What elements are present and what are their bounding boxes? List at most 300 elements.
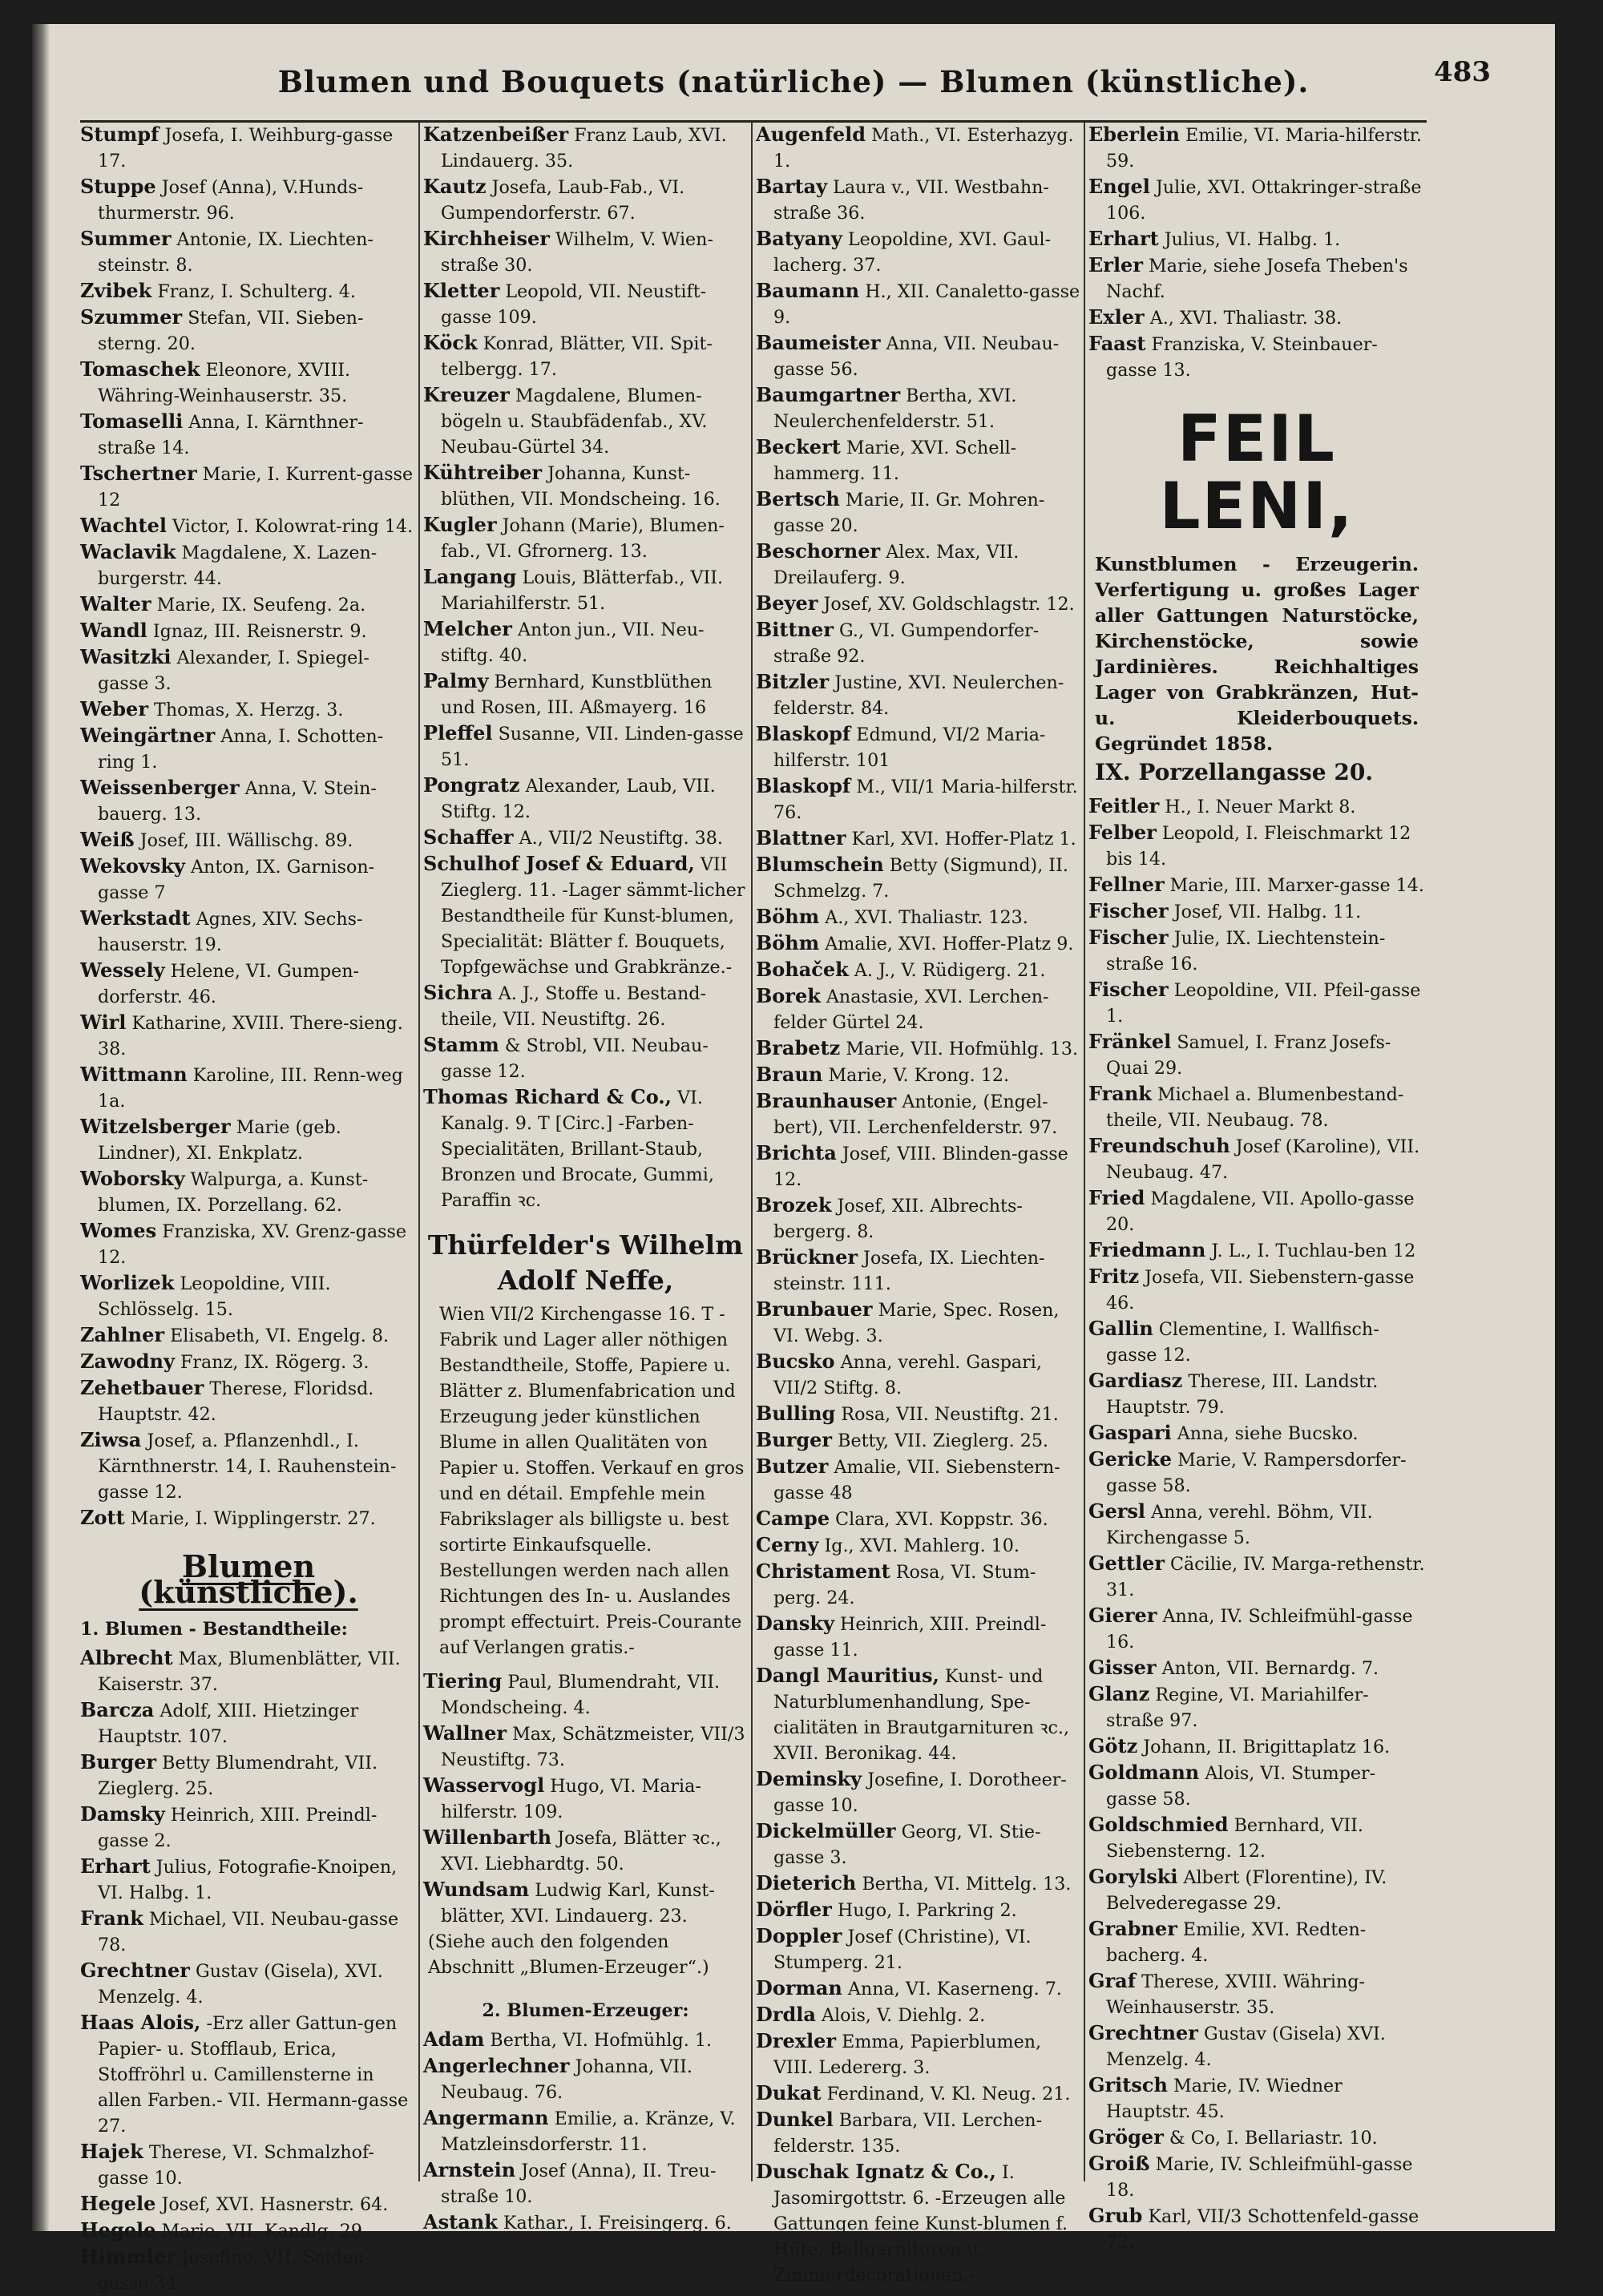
directory-entry xyxy=(756,852,1080,904)
directory-entry xyxy=(756,1506,1080,1532)
entry-details: Alex. Max, VII. Dreilauferg. 9. xyxy=(773,542,1020,588)
entry-name: Schaffer xyxy=(423,825,514,849)
entry-name: Kletter xyxy=(423,279,500,302)
entry-details: Leopoldine, XVI. Gaul-lacherg. 37. xyxy=(773,229,1052,276)
entry-name: Walter xyxy=(80,592,151,615)
directory-entry xyxy=(1088,2125,1425,2151)
directory-entry xyxy=(756,930,1080,957)
entry-details: Anton, IX. Garnison-gasse 7 xyxy=(98,857,375,903)
directory-entry xyxy=(1088,1081,1425,1133)
directory-entry xyxy=(1088,1551,1425,1603)
directory-entry xyxy=(80,723,417,775)
column-4 xyxy=(1088,122,1425,2253)
entry-details: Justine, XVI. Neulerchen-felderstr. 84. xyxy=(773,672,1064,719)
directory-entry xyxy=(756,2002,1080,2028)
directory-entry xyxy=(1088,1133,1425,1185)
entry-name: Böhm xyxy=(756,905,820,928)
directory-entry xyxy=(1088,1499,1425,1551)
entry-details: Hugo, VI. Maria-hilferstr. 109. xyxy=(441,1776,701,1822)
entry-name: Cerny xyxy=(756,1533,819,1556)
directory-entry xyxy=(80,461,417,513)
entry-name: Zvibek xyxy=(80,279,152,302)
directory-entry xyxy=(80,775,417,827)
directory-entry xyxy=(80,226,417,278)
directory-entry xyxy=(80,2244,417,2296)
directory-entry xyxy=(756,1401,1080,1427)
entry-name: Wittmann xyxy=(80,1063,188,1086)
entry-name: Melcher xyxy=(423,617,512,640)
entry-name: Wirl xyxy=(80,1011,127,1034)
directory-entry xyxy=(1088,1655,1425,1681)
directory-entry xyxy=(80,644,417,696)
entry-name: Bucsko xyxy=(756,1350,835,1373)
directory-entry xyxy=(756,2028,1080,2080)
entry-details: Anton jun., VII. Neu-stiftg. 40. xyxy=(441,619,705,666)
entry-details: Anna, V. Stein-bauerg. 13. xyxy=(98,778,377,825)
entry-details: Leopold, I. Fleischmarkt 12 bis 14. xyxy=(1106,823,1411,870)
entry-name: Langang xyxy=(423,565,517,588)
entry-name: Blattner xyxy=(756,826,846,849)
entry-name: Böhm xyxy=(756,931,820,954)
entry-details: Barbara, VII. Lerchen-felderstr. 135. xyxy=(773,2110,1043,2157)
entry-details: Kunst- und Naturblumenhandlung, Spe-cialitäten in Brautgarnituren ꝛc., XVII. Beronikag. 44. xyxy=(773,1666,1070,1764)
entry-details: M., VII/1 Maria-hilferstr. 76. xyxy=(773,777,1078,823)
directory-entry xyxy=(1088,1603,1425,1655)
entry-name: Blumschein xyxy=(756,853,884,876)
entry-name: Dorman xyxy=(756,1976,842,1999)
column-2 xyxy=(423,122,748,2233)
directory-entry xyxy=(80,696,417,723)
entry-details: Max, Schätzmeister, VII/3 Neustiftg. 73. xyxy=(441,1724,745,1770)
entry-details: Marie, Spec. Rosen, VI. Webg. 3. xyxy=(773,1300,1060,1346)
entry-details: Rosa, VII. Neustiftg. 21. xyxy=(841,1404,1059,1425)
entry-details: Agnes, XIV. Sechs-hauserstr. 19. xyxy=(98,909,363,955)
entry-name: Sichra xyxy=(423,981,493,1004)
entry-details: Julie, IX. Liechtenstein-straße 16. xyxy=(1106,928,1386,974)
directory-entry xyxy=(80,1349,417,1375)
directory-entry xyxy=(1088,1420,1425,1447)
directory-entry xyxy=(423,1721,748,1773)
directory-entry xyxy=(756,1245,1080,1297)
directory-entry xyxy=(1088,1812,1425,1864)
entry-details: Ig., XVI. Mahlerg. 10. xyxy=(824,1535,1020,1556)
entry-name: Summer xyxy=(80,227,172,250)
entry-details: Josefa, Laub-Fab., VI. Gumpendorferstr. 67. xyxy=(441,177,685,224)
entry-details: Marie, III. Marxer-gasse 14. xyxy=(1169,875,1424,896)
entry-details: Josef, VII. Halbg. 11. xyxy=(1173,902,1362,922)
directory-entry xyxy=(80,1114,417,1166)
entry-details: Josefa, VII. Siebenstern-gasse 46. xyxy=(1106,1267,1415,1313)
entry-details: Konrad, Blätter, VII. Spit-telbergg. 17. xyxy=(441,333,713,380)
entry-details: Victor, I. Kolowrat-ring 14. xyxy=(172,516,414,537)
entry-details: Marie, XVI. Schell-hammerg. 11. xyxy=(773,438,1017,484)
directory-entry xyxy=(756,486,1080,539)
directory-entry xyxy=(756,2159,1080,2288)
entry-details: Anna, VII. Neubau-gasse 56. xyxy=(773,333,1060,380)
entry-details: Leopold, VII. Neustift-gasse 109. xyxy=(441,281,707,328)
directory-entry xyxy=(756,1140,1080,1192)
entry-details: Josef, VIII. Blinden-gasse 12. xyxy=(773,1144,1068,1190)
directory-entry xyxy=(423,616,748,668)
entry-details: Georg, VI. Stie-gasse 3. xyxy=(773,1822,1041,1868)
cross-reference-note: (Siehe auch den folgenden Abschnitt „Blumen-Erzeuger“.) xyxy=(428,1931,709,1978)
entry-details: Amalie, XVI. Hoffer-Platz 9. xyxy=(825,934,1074,954)
page-header-title: Blumen und Bouquets (natürliche) — Blumen (künstliche). xyxy=(277,64,1310,99)
directory-entry xyxy=(1088,1760,1425,1812)
entry-name: Wasitzki xyxy=(80,645,172,668)
directory-entry xyxy=(756,1818,1080,1870)
entry-name: Arnstein xyxy=(423,2158,516,2181)
entry-details: Marie, I. Kurrent-gasse 12 xyxy=(98,464,414,510)
entry-name: Christament xyxy=(756,1560,890,1583)
directory-entry xyxy=(756,983,1080,1035)
entry-details: & Co, I. Bellariastr. 10. xyxy=(1169,2128,1378,2149)
entry-name: Brückner xyxy=(756,1245,858,1269)
entry-name: Blaskopf xyxy=(756,774,851,797)
entry-name: Grabner xyxy=(1088,1917,1177,1940)
entry-name: Eberlein xyxy=(1088,123,1180,146)
entry-name: Bertsch xyxy=(756,487,840,510)
entry-details: J. L., I. Tuchlau-ben 12 xyxy=(1211,1241,1416,1261)
entry-name: Beckert xyxy=(756,435,841,458)
column-rule xyxy=(1084,122,1085,2181)
entry-name: Fischer xyxy=(1088,899,1169,922)
entry-details: Stefan, VII. Sieben-sterng. 20. xyxy=(98,308,364,354)
entry-details: A., XVI. Thaliastr. 38. xyxy=(1149,308,1343,329)
directory-entry xyxy=(423,122,748,174)
entry-name: Kreuzer xyxy=(423,383,510,406)
entry-name: Wallner xyxy=(423,1721,507,1745)
entry-details: Josefa, IX. Liechten-steinstr. 111. xyxy=(773,1248,1045,1294)
entry-details: Alexander, I. Spiegel-gasse 3. xyxy=(98,648,369,694)
entry-list-1b xyxy=(80,1645,417,2296)
entry-details: Eleonore, XVIII. Währing-Weinhauserstr. 35. xyxy=(98,360,351,406)
directory-entry xyxy=(423,1084,748,1213)
feil-leni-ad-address: IX. Porzellangasse 20. xyxy=(1095,759,1374,785)
directory-entry xyxy=(756,226,1080,278)
entry-details: Ignaz, III. Reisnerstr. 9. xyxy=(152,621,367,642)
directory-entry xyxy=(1088,872,1425,898)
entry-name: Zahlner xyxy=(80,1323,164,1346)
entry-details: Marie, siehe Josefa Theben's Nachf. xyxy=(1106,256,1408,302)
entry-details: Therese, XVIII. Währing-Weinhauserstr. 35. xyxy=(1106,1971,1365,2018)
entry-list-2b xyxy=(423,1669,748,1929)
directory-entry xyxy=(423,512,748,564)
directory-entry xyxy=(756,1870,1080,1897)
directory-entry xyxy=(756,1297,1080,1349)
entry-name: Albrecht xyxy=(80,1646,173,1669)
entry-name: Glanz xyxy=(1088,1682,1150,1705)
directory-entry xyxy=(1088,174,1425,226)
directory-entry xyxy=(756,1559,1080,1611)
entry-name: Weber xyxy=(80,697,148,720)
entry-name: Werkstadt xyxy=(80,906,191,930)
directory-entry xyxy=(80,1427,417,1505)
entry-details: Marie, IX. Seufeng. 2a. xyxy=(156,595,366,615)
entry-name: Barcza xyxy=(80,1698,155,1721)
entry-name: Frank xyxy=(80,1907,143,1930)
directory-entry xyxy=(756,1532,1080,1559)
directory-entry xyxy=(1088,793,1425,820)
directory-entry xyxy=(756,957,1080,983)
entry-name: Fränkel xyxy=(1088,1030,1172,1053)
entry-name: Fischer xyxy=(1088,926,1169,949)
entry-details: Josef (Anna), II. Treu-straße 10. xyxy=(441,2161,717,2207)
directory-entry xyxy=(1088,2020,1425,2072)
entry-name: Gierer xyxy=(1088,1604,1157,1627)
entry-name: Borek xyxy=(756,984,821,1007)
entry-name: Burger xyxy=(756,1428,833,1451)
entry-details: Susanne, VII. Linden-gasse 51. xyxy=(441,724,744,770)
directory-entry xyxy=(756,1427,1080,1454)
entry-list-2 xyxy=(423,122,748,1213)
entry-name: Zehetbauer xyxy=(80,1376,204,1399)
entry-details: Franz Laub, XVI. Lindauerg. 35. xyxy=(441,125,727,171)
entry-name: Köck xyxy=(423,331,478,354)
entry-name: Batyany xyxy=(756,227,842,250)
directory-entry xyxy=(756,330,1080,382)
directory-entry xyxy=(1088,820,1425,872)
entry-details: Bernhard, Kunstblüthen und Rosen, III. Aßmayerg. 16 xyxy=(441,672,713,718)
entry-name: Gardiasz xyxy=(1088,1369,1183,1392)
entry-name: Beyer xyxy=(756,591,818,615)
directory-entry xyxy=(80,2191,417,2217)
entry-details: Josef, XV. Goldschlagstr. 12. xyxy=(823,594,1075,615)
directory-entry xyxy=(423,460,748,512)
entry-name: Waclavik xyxy=(80,540,176,563)
directory-entry xyxy=(80,1062,417,1114)
entry-details: Adolf, XIII. Hietzinger Hauptstr. 107. xyxy=(98,1701,359,1747)
entry-name: Kirchheiser xyxy=(423,227,550,250)
entry-name: Baumgartner xyxy=(756,383,901,406)
page-edge-shadow xyxy=(32,24,50,2231)
entry-name: Campe xyxy=(756,1507,830,1530)
directory-entry xyxy=(80,1697,417,1749)
directory-entry xyxy=(80,122,417,174)
entry-details: G., VI. Gumpendorfer-straße 92. xyxy=(773,620,1040,667)
entry-details: Walpurga, a. Kunst-blumen, IX. Porzellang. 62. xyxy=(98,1169,369,1216)
entry-name: Bitzler xyxy=(756,670,830,693)
entry-name: Schulhof Josef & Eduard, xyxy=(423,852,695,875)
entry-details: & Strobl, VII. Neubau-gasse 12. xyxy=(441,1035,709,1082)
directory-entry xyxy=(1088,1185,1425,1237)
entry-details: Julius, VI. Halbg. 1. xyxy=(1164,229,1341,250)
directory-entry xyxy=(1088,122,1425,174)
entry-details: VII Zieglerg. 11. -Lager sämmt-licher Bestandtheile für Kunst-blumen, Specialität: Blätter f. Bouquets, Topfgewächse und Grabkränze.- xyxy=(441,854,745,978)
entry-name: Erhart xyxy=(80,1854,151,1878)
entry-details: Marie, IV. Schleifmühl-gasse 18. xyxy=(1106,2154,1413,2201)
entry-name: Hajek xyxy=(80,2140,143,2163)
entry-details: Leopoldine, VIII. Schlösselg. 15. xyxy=(98,1273,331,1320)
column-1 xyxy=(80,122,417,2294)
entry-details: Samuel, I. Franz Josefs-Quai 29. xyxy=(1106,1032,1391,1079)
entry-details: Josef, III. Wällischg. 89. xyxy=(139,830,353,851)
entry-name: Stumpf xyxy=(80,123,159,146)
entry-name: Angermann xyxy=(423,2106,549,2129)
entry-details: -Erz aller Gattun-gen Papier- u. Stofflaub, Erica, Stoffröhrl u. Camillensterne in allen Farben.- VII. Hermann-gasse 27. xyxy=(98,2013,409,2137)
entry-name: Angerlechner xyxy=(423,2054,570,2077)
entry-details: Karl, XVI. Hoffer-Platz 1. xyxy=(851,829,1076,849)
entry-name: Tomaschek xyxy=(80,357,200,381)
directory-entry xyxy=(756,721,1080,773)
entry-name: Tomaselli xyxy=(80,410,184,433)
entry-details: Leopoldine, VII. Pfeil-gasse 1. xyxy=(1106,980,1421,1027)
entry-name: Deminsky xyxy=(756,1767,862,1790)
entry-name: Dunkel xyxy=(756,2108,834,2131)
entry-name: Grub xyxy=(1088,2204,1143,2227)
directory-entry xyxy=(423,2209,748,2236)
entry-name: Haas Alois, xyxy=(80,2011,201,2034)
entry-details: Max, Blumenblätter, VII. Kaiserstr. 37. xyxy=(98,1648,401,1695)
entry-details: Betty (Sigmund), II. Schmelzg. 7. xyxy=(773,855,1068,902)
entry-details: Regine, VI. Mariahilfer-straße 97. xyxy=(1106,1685,1369,1731)
directory-entry xyxy=(80,618,417,644)
directory-entry xyxy=(756,825,1080,852)
entry-name: Gisser xyxy=(1088,1656,1157,1679)
entry-details: Gustav (Gisela) XVI. Menzelg. 4. xyxy=(1106,2024,1386,2070)
entry-details: Franziska, XV. Grenz-gasse 12. xyxy=(98,1221,407,1268)
directory-entry xyxy=(1088,1264,1425,1316)
entry-details: Emilie, a. Kränze, V. Matzleinsdorferstr. 11. xyxy=(441,2108,736,2155)
entry-name: Beschorner xyxy=(756,539,881,563)
entry-details: Anna, siehe Bucsko. xyxy=(1177,1423,1359,1444)
entry-name: Adam xyxy=(423,2028,485,2051)
directory-entry xyxy=(423,564,748,616)
directory-entry xyxy=(756,382,1080,434)
entry-name: Bartay xyxy=(756,175,828,198)
entry-details: Rosa, VI. Stum-perg. 24. xyxy=(773,1562,1036,1608)
directory-entry xyxy=(80,513,417,539)
directory-entry xyxy=(80,174,417,226)
entry-details: Bertha, VI. Hofmühlg. 1. xyxy=(490,2030,713,2051)
column-rule xyxy=(418,122,420,2181)
directory-entry xyxy=(1088,305,1425,331)
entry-name: Exler xyxy=(1088,305,1145,329)
entry-details: A. J., Stoffe u. Bestand-theile, VII. Neustiftg. 26. xyxy=(441,983,707,1030)
entry-name: Faast xyxy=(1088,332,1146,355)
entry-details: Albert (Florentine), IV. Belvederegasse 29. xyxy=(1106,1867,1387,1914)
directory-entry xyxy=(1088,1916,1425,1968)
entry-details: Marie (geb. Lindner), XI. Enkplatz. xyxy=(98,1117,341,1164)
entry-details: Kathar., I. Freisingerg. 6. xyxy=(503,2213,732,2233)
entry-details: Antonie, IX. Liechten-steinstr. 8. xyxy=(98,229,373,276)
directory-entry xyxy=(1088,226,1425,252)
entry-details: Edmund, VI/2 Maria-hilferstr. 101 xyxy=(773,724,1046,771)
entry-details: Anton, VII. Bernardg. 7. xyxy=(1161,1658,1379,1679)
directory-entry xyxy=(423,1877,748,1929)
entry-list-4 xyxy=(1088,122,1425,383)
entry-name: Zott xyxy=(80,1506,125,1529)
entry-details: Josefa, I. Weihburg-gasse 17. xyxy=(98,125,394,171)
entry-name: Wekovsky xyxy=(80,854,185,878)
directory-entry xyxy=(80,2139,417,2191)
entry-name: Brichta xyxy=(756,1141,837,1164)
entry-name: Stuppe xyxy=(80,175,156,198)
entry-details: Josefine, VII. Seiden-gasse 34. xyxy=(98,2247,370,2294)
directory-entry xyxy=(756,1192,1080,1245)
entry-details: Michael, VII. Neubau-gasse 78. xyxy=(98,1909,399,1955)
entry-name: Gaspari xyxy=(1088,1421,1172,1444)
entry-details: Josef (Karoline), VII. Neubaug. 47. xyxy=(1106,1136,1420,1183)
directory-entry xyxy=(756,1035,1080,1062)
entry-name: Bohaček xyxy=(756,958,849,981)
entry-name: Drdla xyxy=(756,2003,816,2026)
directory-entry xyxy=(423,2105,748,2157)
entry-details: Math., VI. Esterhazyg. 1. xyxy=(773,125,1074,171)
entry-name: Hegele xyxy=(80,2218,156,2242)
entry-name: Gersl xyxy=(1088,1499,1146,1523)
directory-entry xyxy=(756,1454,1080,1506)
entry-name: Gröger xyxy=(1088,2125,1164,2149)
entry-name: Weissenberger xyxy=(80,776,240,799)
entry-name: Gritsch xyxy=(1088,2073,1168,2096)
entry-details: Magdalene, VII. Apollo-gasse 20. xyxy=(1106,1188,1415,1235)
column-3 xyxy=(756,122,1080,2286)
directory-entry xyxy=(423,278,748,330)
directory-entry xyxy=(756,1766,1080,1818)
entry-name: Astank xyxy=(423,2210,498,2233)
entry-details: Clementine, I. Wallfisch-gasse 12. xyxy=(1106,1319,1379,1366)
directory-entry xyxy=(423,226,748,278)
entry-name: Ziwsa xyxy=(80,1428,142,1451)
entry-list-4b xyxy=(1088,793,1425,2255)
entry-list-1 xyxy=(80,122,417,1531)
entry-name: Pongratz xyxy=(423,773,520,797)
entry-details: Michael a. Blumenbestand-theile, VII. Neubaug. 78. xyxy=(1106,1084,1404,1131)
directory-entry xyxy=(423,720,748,773)
entry-name: Fritz xyxy=(1088,1265,1140,1288)
directory-entry xyxy=(756,1611,1080,1663)
entry-name: Erler xyxy=(1088,253,1143,276)
entry-name: Friedmann xyxy=(1088,1238,1206,1261)
directory-entry xyxy=(80,1375,417,1427)
entry-details: Thomas, X. Herzg. 3. xyxy=(154,700,344,720)
subheading-flower-parts: 1. Blumen - Bestandtheile: xyxy=(80,1619,348,1640)
entry-details: Josef (Anna), V.Hunds-thurmerstr. 96. xyxy=(98,177,364,224)
entry-name: Grechtner xyxy=(80,1959,190,1982)
entry-details: Marie, V. Krong. 12. xyxy=(828,1065,1010,1086)
directory-entry xyxy=(756,1663,1080,1766)
entry-details: Anna, I. Kärnthner-straße 14. xyxy=(98,412,364,458)
entry-name: Fellner xyxy=(1088,873,1165,896)
entry-name: Dickelmüller xyxy=(756,1819,896,1842)
directory-entry xyxy=(423,2157,748,2209)
thuerfelder-ad-heading: Thürfelder's Wilhelm Adolf Neffe, xyxy=(427,1229,744,1296)
directory-entry xyxy=(1088,1368,1425,1420)
entry-details: Josefine, I. Dorotheer-gasse 10. xyxy=(773,1769,1067,1816)
entry-details: Karl, VII/3 Schottenfeld-gasse 72. xyxy=(1106,2206,1419,2253)
entry-name: Gallin xyxy=(1088,1317,1153,1340)
subheading-flower-makers: 2. Blumen-Erzeuger: xyxy=(482,2000,689,2021)
directory-entry xyxy=(756,1088,1080,1140)
entry-details: Louis, Blätterfab., VII. Mariahilferstr. 51. xyxy=(441,567,724,614)
directory-entry xyxy=(80,409,417,461)
entry-name: Feitler xyxy=(1088,794,1160,817)
entry-name: Grechtner xyxy=(1088,2021,1198,2044)
entry-name: Thomas Richard & Co., xyxy=(423,1085,672,1108)
entry-name: Wessely xyxy=(80,958,165,982)
entry-details: A., XVI. Thaliastr. 123. xyxy=(825,907,1028,928)
directory-entry xyxy=(756,1349,1080,1401)
entry-name: Baumeister xyxy=(756,331,881,354)
entry-details: Franz, IX. Rögerg. 3. xyxy=(180,1352,369,1373)
entry-details: Franz, I. Schulterg. 4. xyxy=(157,281,356,302)
entry-name: Brabetz xyxy=(756,1036,841,1059)
entry-name: Palmy xyxy=(423,669,489,692)
entry-name: Burger xyxy=(80,1750,157,1773)
directory-entry xyxy=(423,382,748,460)
entry-name: Wachtel xyxy=(80,514,167,537)
